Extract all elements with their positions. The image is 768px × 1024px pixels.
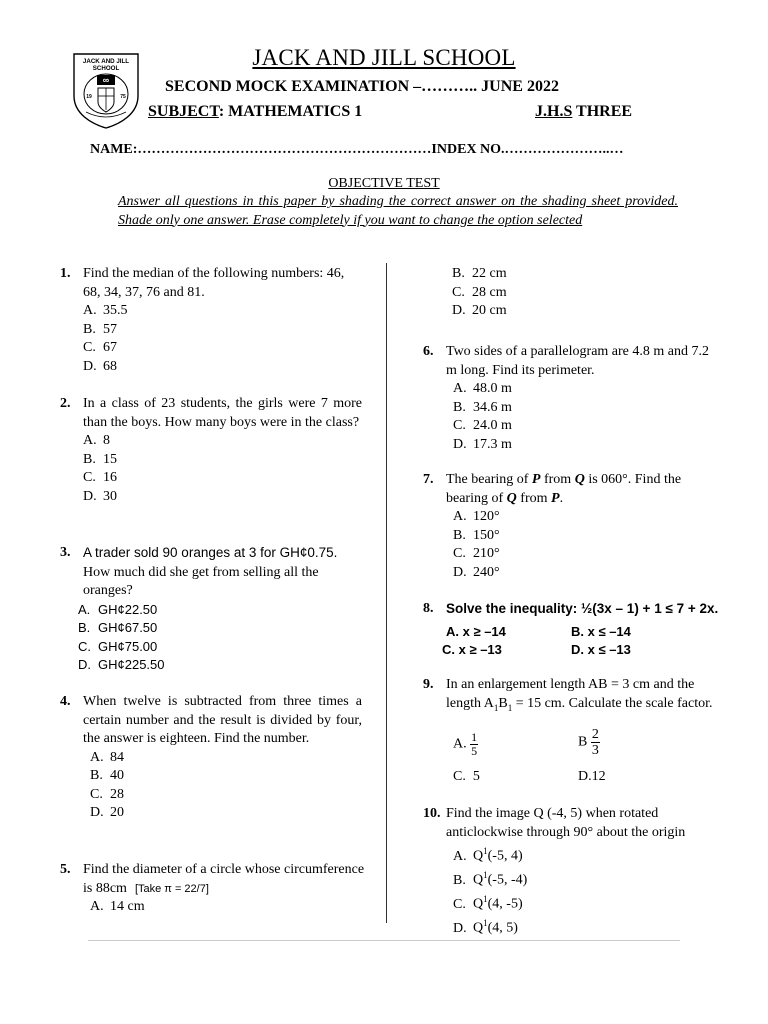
option-c: C. 67 bbox=[83, 340, 117, 355]
option-d: D. GH¢225.50 bbox=[78, 657, 165, 672]
q9-option-d: D.12 bbox=[578, 769, 606, 784]
column-divider bbox=[386, 263, 387, 923]
options bbox=[453, 380, 723, 454]
options bbox=[90, 898, 370, 917]
question-number: 7. bbox=[423, 472, 434, 487]
instructions: Answer all questions in this paper by shading the correct answer on the shading sheet provided. Shade only one answer. Erase completely if you want to change the option selected bbox=[118, 194, 678, 228]
q8-option-a: A. x ≥ –14 bbox=[446, 624, 506, 639]
svg-text:SCHOOL: SCHOOL bbox=[92, 65, 120, 72]
question-9 bbox=[423, 676, 723, 717]
question-8 bbox=[423, 600, 723, 619]
option-a: A. 8 bbox=[83, 433, 110, 448]
option-d: D. 240° bbox=[453, 564, 500, 580]
question-7 bbox=[423, 471, 723, 582]
option-c: C. 28 bbox=[90, 786, 124, 802]
option-b: B. 150° bbox=[453, 527, 500, 543]
fraction-2-3: $\frac{2}{3}$ bbox=[591, 727, 599, 758]
question-number: 10. bbox=[423, 806, 441, 821]
question-6 bbox=[423, 343, 723, 454]
school-name: JACK AND JILL SCHOOL bbox=[252, 45, 516, 70]
question-stem: The bearing of P from Q is 060°. Find the bearing of Q from P. bbox=[446, 472, 682, 506]
option-d: D. 68 bbox=[83, 358, 117, 374]
options bbox=[83, 432, 362, 506]
question-stem: Find the diameter of a circle whose circumference is 88cm [Take π = 22/7] bbox=[83, 862, 365, 896]
option-a: A. $Q^1(-5$, 4) bbox=[453, 846, 523, 864]
option-c: C. 24.0 m bbox=[453, 418, 512, 433]
question-stem: In a class of 23 students, the girls were 7 more than the boys. How many boys were in the class? bbox=[83, 396, 362, 430]
options bbox=[453, 842, 728, 939]
option-b: B. 34.6 m bbox=[453, 399, 512, 415]
question-stem: In an enlargement length AB = 3 cm and the length $A_1B_1 = 15$ cm. Calculate the scale factor. bbox=[446, 677, 713, 713]
options bbox=[453, 508, 723, 582]
option-c: C. 210° bbox=[453, 546, 500, 561]
question-1 bbox=[60, 265, 365, 376]
bottom-rule bbox=[88, 940, 680, 941]
pi-hint: [Take π = 22/7] bbox=[134, 882, 209, 895]
question-stem: When twelve is subtracted from three times a certain number and the result is divided by four, the answer is eighteen. Find the number. bbox=[83, 694, 362, 746]
question-4 bbox=[60, 693, 362, 823]
question-stem: Two sides of a parallelogram are 4.8 m and 7.2 m long. Find its perimeter. bbox=[446, 344, 709, 378]
name-index-line: NAME:………………………………………………………INDEX NO.…………………..… bbox=[90, 142, 624, 157]
option-a: A. 48.0 m bbox=[453, 381, 512, 396]
subject-value: : MATHEMATICS 1 bbox=[218, 103, 363, 120]
options bbox=[83, 302, 365, 376]
question-3 bbox=[60, 544, 365, 675]
question-number: 9. bbox=[423, 677, 434, 692]
option-c: C. 16 bbox=[83, 470, 117, 485]
option-d: D. 20 cm bbox=[452, 303, 507, 318]
option-d: D. 30 bbox=[83, 488, 117, 504]
q8-option-b: B. x ≤ –14 bbox=[571, 624, 631, 639]
option-a: A. 120° bbox=[453, 509, 500, 524]
option-b: B. $Q^1(-5$, -4) bbox=[453, 870, 528, 888]
subject-label: SUBJECT bbox=[148, 103, 219, 120]
question-2 bbox=[60, 395, 362, 506]
option-b: B. 57 bbox=[83, 321, 117, 337]
option-d: D. $Q^1(4$, 5) bbox=[453, 918, 518, 937]
option-b: B. 40 bbox=[90, 768, 124, 783]
q8-option-d: D. x ≤ –13 bbox=[571, 642, 631, 657]
option-c: C. GH¢75.00 bbox=[78, 638, 158, 654]
option-b: B. GH¢67.50 bbox=[78, 620, 158, 635]
option-a: A. 35.5 bbox=[83, 303, 128, 318]
svg-text:JACK AND JILL: JACK AND JILL bbox=[82, 58, 130, 65]
option-d: D. 20 bbox=[90, 805, 124, 820]
fraction-1-5: $\frac{1}{5}$ bbox=[471, 730, 478, 758]
question-number: 4. bbox=[60, 694, 71, 709]
class-line bbox=[535, 103, 632, 121]
question-5 bbox=[60, 861, 370, 917]
svg-text:75: 75 bbox=[120, 94, 126, 100]
exam-title: SECOND MOCK EXAMINATION –……….. JUNE 2022 bbox=[165, 78, 559, 95]
option-a: A. 14 cm bbox=[90, 899, 145, 914]
class-value: THREE bbox=[572, 103, 633, 120]
question-stem: Solve the inequality: ½(3x – 1) + 1 ≤ 7 + 2x. bbox=[446, 601, 719, 616]
option-a: A. GH¢22.50 bbox=[78, 601, 158, 617]
question-stem: Find the image Q (-4, 5) when rotated anticlockwise through 90° about the origin bbox=[446, 806, 686, 840]
question-number: 6. bbox=[423, 344, 434, 359]
q9-option-b: B $\frac{2}{3}$ bbox=[578, 727, 599, 758]
q8-option-c: C. x ≥ –13 bbox=[442, 642, 502, 657]
question-stem: A trader sold 90 oranges at 3 for GH¢0.75. How much did she get from selling all the oranges? bbox=[83, 545, 338, 598]
question-number: 1. bbox=[60, 266, 71, 281]
svg-text:19: 19 bbox=[86, 94, 92, 100]
q9-option-a: A. $\frac{1}{5}$ bbox=[453, 730, 478, 758]
question-number: 2. bbox=[60, 396, 71, 411]
question-number: 5. bbox=[60, 862, 71, 877]
section-title: OBJECTIVE TEST bbox=[328, 176, 440, 191]
question-5-continued bbox=[452, 265, 652, 321]
svg-text:∞: ∞ bbox=[102, 75, 110, 85]
option-b: B. 15 bbox=[83, 451, 117, 467]
option-b: B. 22 cm bbox=[452, 266, 507, 281]
option-c: C. 28 cm bbox=[452, 284, 507, 300]
question-number: 8. bbox=[423, 601, 434, 616]
option-d: D. 17.3 m bbox=[453, 436, 512, 452]
option-c: C. $Q^1(4$, -5) bbox=[453, 894, 523, 912]
q9-option-c: C. 5 bbox=[453, 769, 480, 784]
question-number: 3. bbox=[60, 545, 71, 560]
options bbox=[78, 601, 365, 675]
subject-line bbox=[148, 103, 362, 121]
class-label: J.H.S bbox=[535, 103, 573, 120]
options bbox=[452, 265, 652, 321]
question-10 bbox=[423, 805, 728, 939]
option-a: A. 84 bbox=[90, 749, 124, 765]
question-stem: Find the median of the following numbers: 46, 68, 34, 37, 76 and 81. bbox=[83, 266, 345, 300]
options bbox=[90, 749, 362, 823]
